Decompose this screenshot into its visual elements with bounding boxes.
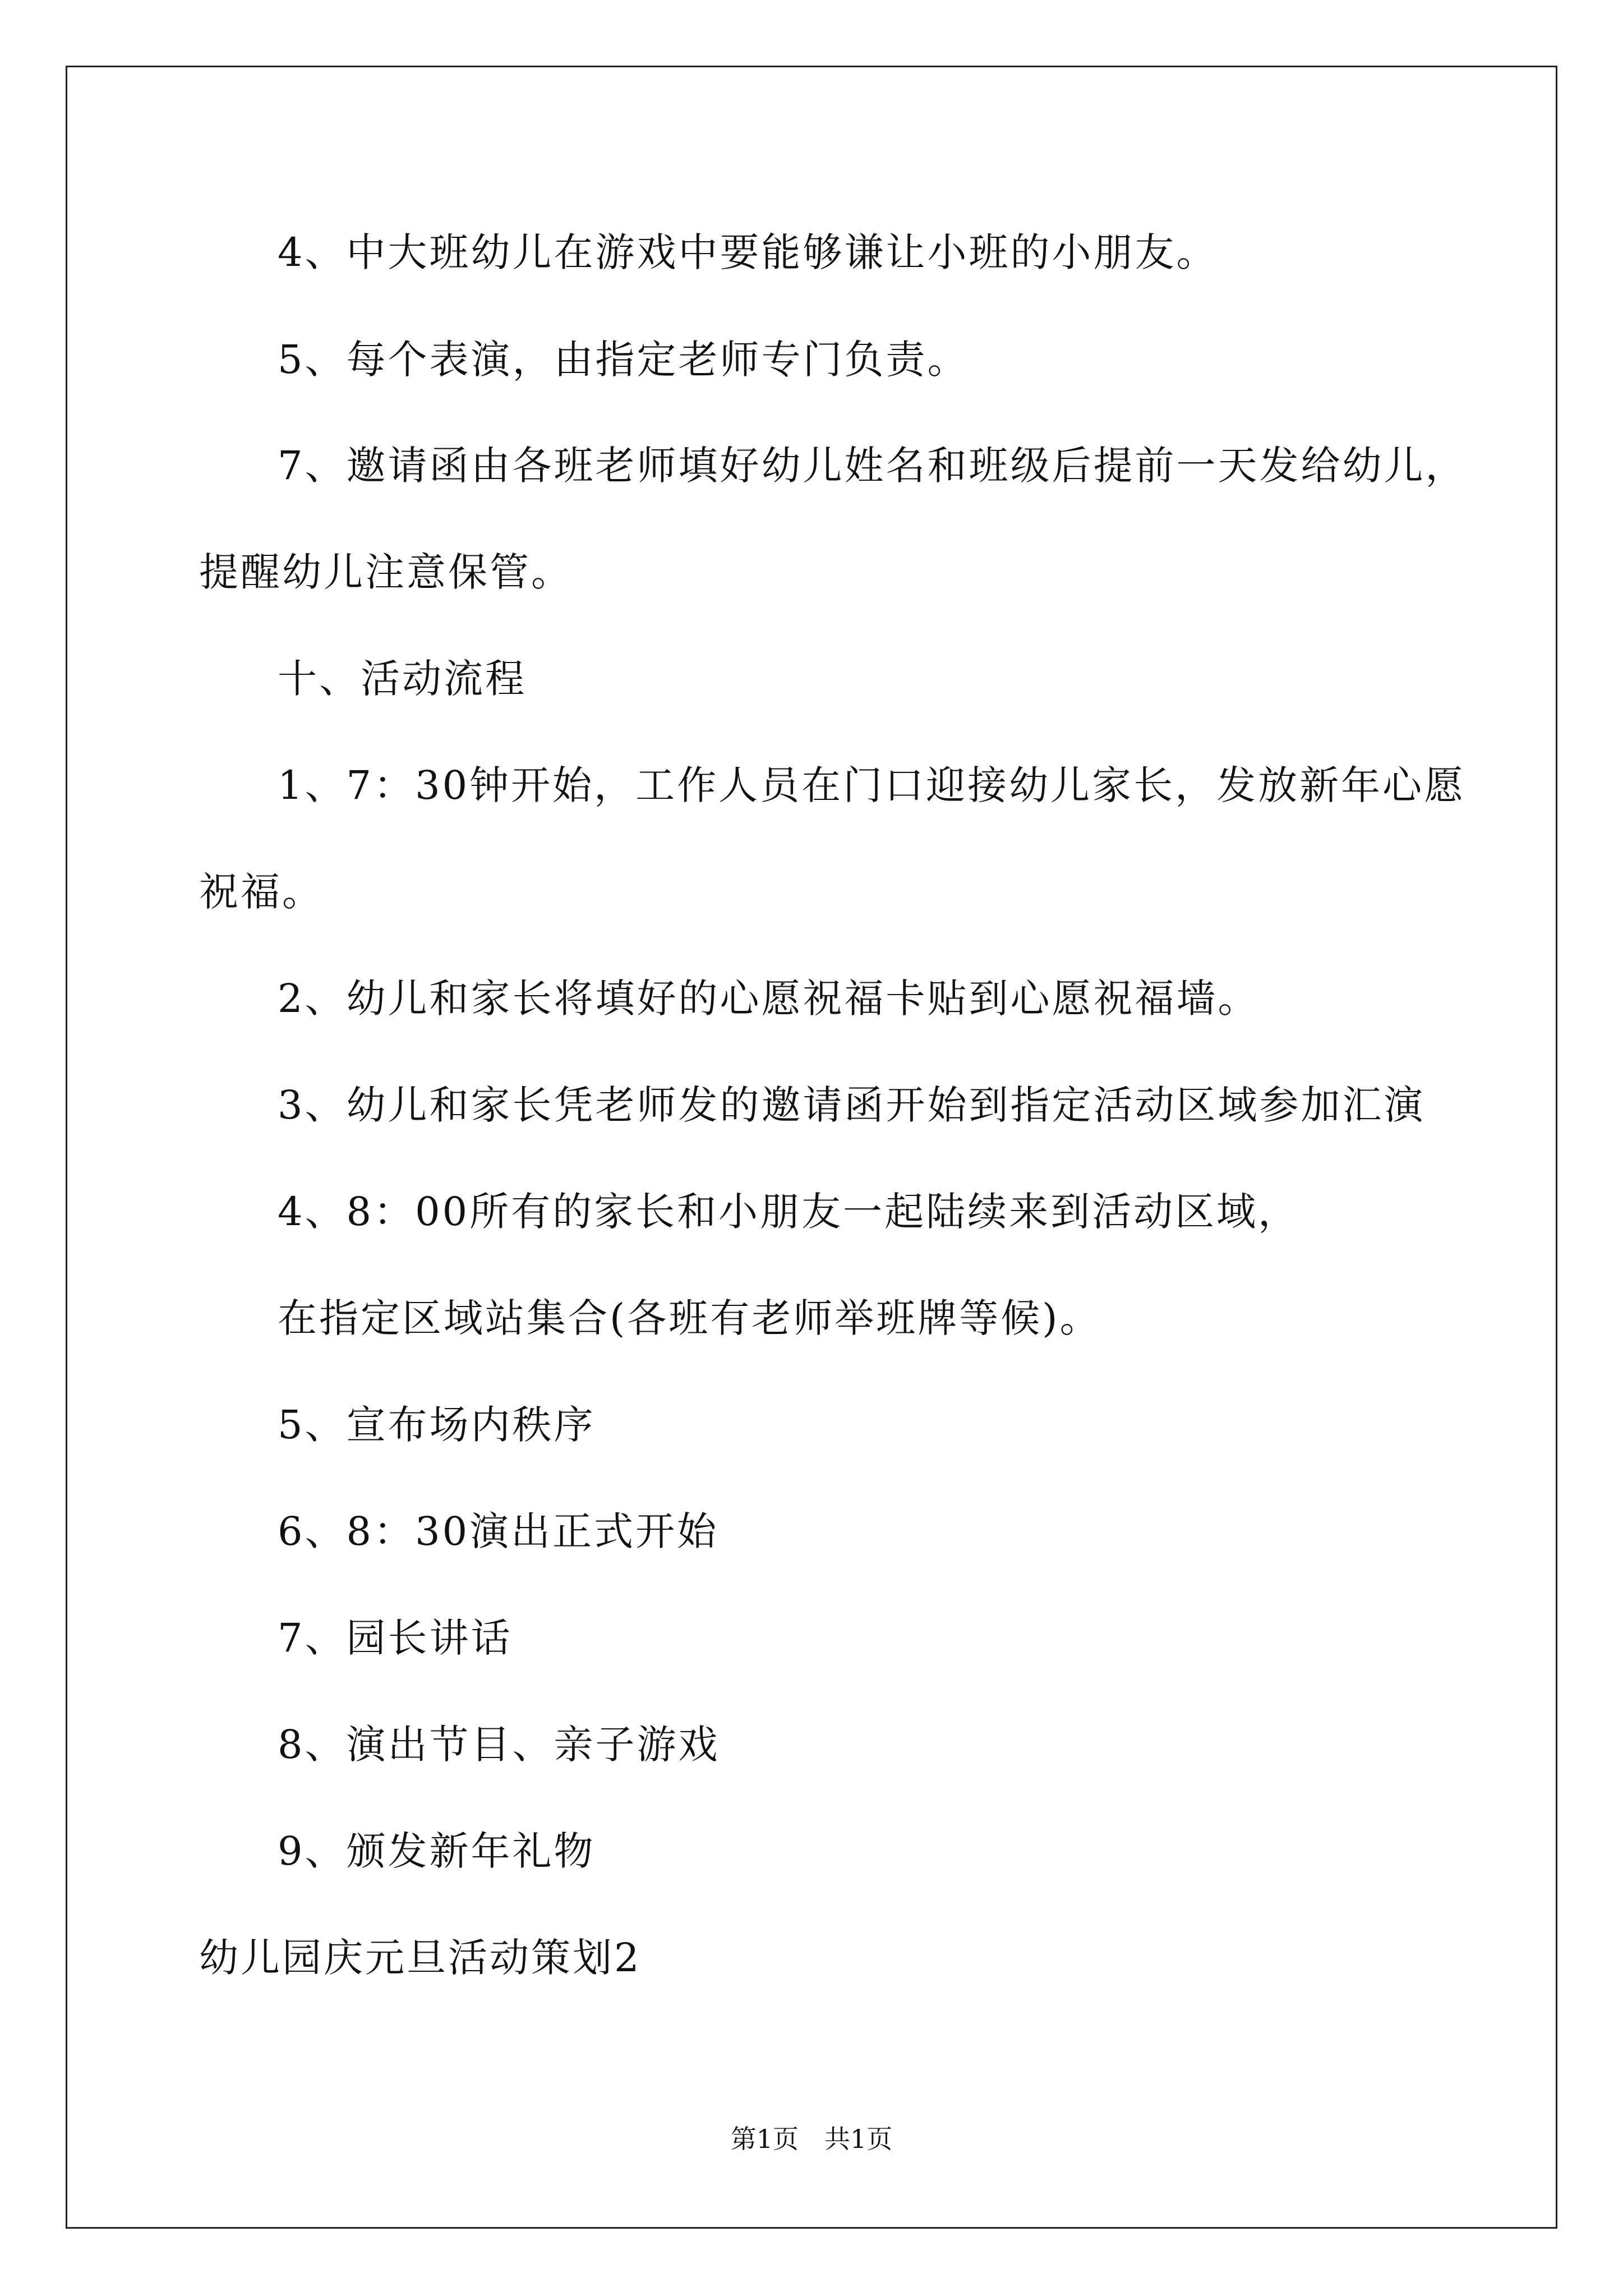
paragraph-rule-7-continued: 提醒幼儿注意保管。 [199,549,573,595]
document-subtitle: 幼儿园庆元旦活动策划2 [199,1935,642,1981]
flow-step-8: 8、演出节目、亲子游戏 [278,1722,720,1768]
paragraph-rule-5: 5、每个表演，由指定老师专门负责。 [278,337,969,383]
flow-step-2: 2、幼儿和家长将填好的心愿祝福卡贴到心愿祝福墙。 [278,976,1260,1022]
flow-step-4: 4、8：00所有的家长和小朋友一起陆续来到活动区域， [278,1189,1300,1235]
flow-step-7: 7、园长讲话 [278,1615,513,1661]
paragraph-rule-4: 4、中大班幼儿在游戏中要能够谦让小班的小朋友。 [278,229,1218,275]
flow-step-1-continued: 祝福。 [199,869,324,915]
page-border [66,66,1557,2229]
flow-step-6: 6、8：30演出正式开始 [278,1508,719,1554]
page-footer: 第1页 共1页 [730,2124,893,2154]
flow-step-1: 1、7：30钟开始，工作人员在门口迎接幼儿家长，发放新年心愿 [278,762,1466,808]
flow-step-4-continued: 在指定区域站集合(各班有老师举班牌等候)。 [278,1295,1101,1341]
flow-step-9: 9、颁发新年礼物 [278,1828,596,1874]
paragraph-rule-7: 7、邀请函由各班老师填好幼儿姓名和班级后提前一天发给幼儿， [278,443,1467,489]
section-heading-activity-flow: 十、活动流程 [278,656,527,702]
flow-step-5: 5、宣布场内秩序 [278,1402,596,1448]
flow-step-3: 3、幼儿和家长凭老师发的邀请函开始到指定活动区域参加汇演 [278,1082,1426,1128]
